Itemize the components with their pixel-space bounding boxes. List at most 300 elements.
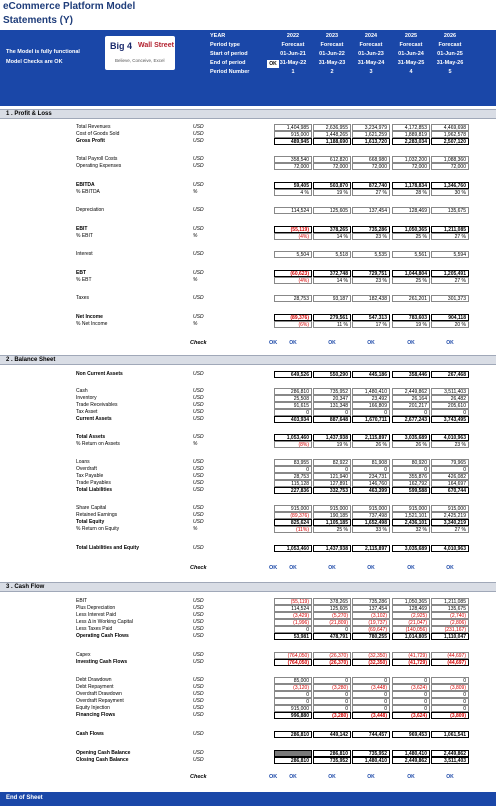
cf-value-cell[interactable] [274, 750, 312, 757]
cf-value-cell[interactable]: 0 [313, 698, 351, 705]
bs-value-cell[interactable]: 3,035,689 [392, 434, 430, 441]
header-start-3: 01-Jun-23 [358, 51, 384, 57]
bs-value-cell[interactable]: 23 % [431, 441, 469, 448]
pl-value-cell[interactable]: 125,605 [313, 207, 351, 214]
pl-value-cell[interactable]: 1,088,360 [431, 156, 469, 163]
bs-value-cell[interactable]: 0 [313, 466, 351, 473]
bs-value-cell[interactable]: 403,934 [274, 416, 312, 423]
bs-value-cell[interactable]: 33 % [352, 526, 390, 533]
cf-value-cell[interactable]: 0 [392, 698, 430, 705]
pl-value-cell[interactable]: 4 % [274, 189, 312, 196]
bs-value-cell[interactable]: 81,908 [352, 459, 390, 466]
cf-value-cell[interactable]: (2,806) [431, 619, 469, 626]
cf-value-cell[interactable]: 1,050,365 [392, 598, 430, 605]
label-year: YEAR [210, 33, 226, 39]
cf-value-cell[interactable]: 0 [352, 705, 390, 712]
bs-value-cell[interactable]: 201,217 [392, 402, 430, 409]
bs-value-cell[interactable]: 3,340,219 [431, 519, 469, 526]
cf-value-cell[interactable]: 915,000 [274, 705, 312, 712]
cf-row-label: Overdraft Repayment [76, 698, 124, 704]
pl-value-cell[interactable]: 1,962,578 [431, 131, 469, 138]
pl-value-cell[interactable]: 279,561 [313, 314, 351, 321]
pl-value-cell[interactable]: 261,201 [392, 295, 430, 302]
cf-value-cell[interactable]: 735,952 [313, 757, 351, 764]
bs-value-cell[interactable]: 26 % [352, 441, 390, 448]
pl-value-cell[interactable]: 128,469 [392, 207, 430, 214]
pl-row-unit: USD [193, 124, 204, 130]
cf-value-cell[interactable]: (2,925) [392, 612, 430, 619]
cf-value-cell[interactable]: 0 [274, 698, 312, 705]
label-start-of-period: Start of period [210, 51, 248, 57]
cf-value-cell[interactable]: 128,469 [392, 605, 430, 612]
pl-value-cell[interactable]: 23 % [352, 233, 390, 240]
bs-value-cell[interactable]: (11%) [274, 526, 312, 533]
pl-value-cell[interactable]: 5,594 [431, 251, 469, 258]
cf-value-cell[interactable]: 996,880 [274, 712, 312, 719]
pl-value-cell[interactable]: 135,675 [431, 207, 469, 214]
pl-value-cell[interactable]: 301,373 [431, 295, 469, 302]
bs-value-cell[interactable]: 0 [431, 409, 469, 416]
pl-value-cell[interactable]: 358,540 [274, 156, 312, 163]
pl-value-cell[interactable]: 19 % [392, 321, 430, 328]
bs-value-cell[interactable]: 25 % [313, 526, 351, 533]
cf-value-cell[interactable]: 780,255 [352, 633, 390, 640]
pl-value-cell[interactable]: 14 % [313, 277, 351, 284]
pl-value-cell[interactable]: 1,404,985 [274, 124, 312, 131]
cf-value-cell[interactable]: (26,370) [313, 659, 351, 666]
cf-value-cell[interactable]: 114,524 [274, 605, 312, 612]
pl-value-cell[interactable]: 23 % [352, 277, 390, 284]
pl-value-cell[interactable]: (55,119) [274, 226, 312, 233]
pl-value-cell[interactable]: 1,211,085 [431, 226, 469, 233]
cf-value-cell[interactable]: 0 [274, 691, 312, 698]
bs-value-cell[interactable]: 166,809 [352, 402, 390, 409]
cf-value-cell[interactable]: 2,449,862 [431, 750, 469, 757]
pl-value-cell[interactable]: 547,313 [352, 314, 390, 321]
pl-value-cell[interactable]: 503,870 [313, 182, 351, 189]
pl-value-cell[interactable]: 1,205,491 [431, 270, 469, 277]
pl-value-cell[interactable]: 372,748 [313, 270, 351, 277]
cf-row [0, 712, 496, 719]
bs-value-cell[interactable]: 463,399 [352, 487, 390, 494]
cf-value-cell[interactable]: (3,809) [431, 684, 469, 691]
cf-value-cell[interactable]: (41,729) [392, 659, 430, 666]
bs-row-unit: % [193, 526, 198, 532]
bs-value-cell[interactable]: 131,348 [313, 402, 351, 409]
cf-value-cell[interactable]: (3,280) [313, 712, 351, 719]
bs-value-cell[interactable]: 0 [352, 466, 390, 473]
bs-value-cell[interactable]: 27 % [431, 526, 469, 533]
pl-value-cell[interactable]: 5,518 [313, 251, 351, 258]
pl-value-cell[interactable]: 25 % [392, 277, 430, 284]
bs-value-cell[interactable]: 737,498 [352, 512, 390, 519]
cf-value-cell[interactable]: (19,737) [352, 619, 390, 626]
bs-value-cell[interactable]: 3,035,689 [392, 545, 430, 552]
bs-value-cell[interactable]: 25,508 [274, 395, 312, 402]
bs-value-cell[interactable]: 1,105,185 [313, 519, 351, 526]
cf-value-cell[interactable]: 1,211,085 [431, 598, 469, 605]
pl-value-cell[interactable]: 1,346,760 [431, 182, 469, 189]
pl-row-unit: USD [193, 207, 204, 213]
bs-value-cell[interactable]: 127,891 [313, 480, 351, 487]
pl-value-cell[interactable]: 668,980 [352, 156, 390, 163]
bs-row-unit: USD [193, 434, 204, 440]
bs-value-cell[interactable]: 80,920 [392, 459, 430, 466]
bs-value-cell[interactable]: 115,128 [274, 480, 312, 487]
cf-value-cell[interactable]: 478,791 [313, 633, 351, 640]
cf-value-cell[interactable]: 3,511,403 [431, 757, 469, 764]
bs-value-cell[interactable]: 82,922 [313, 459, 351, 466]
bs-value-cell[interactable]: 227,836 [274, 487, 312, 494]
bs-value-cell[interactable]: 79,965 [431, 459, 469, 466]
cf-row-label: Less Taxes Paid [76, 626, 113, 632]
bs-value-cell[interactable]: 735,952 [313, 388, 351, 395]
pl-row-label: Total Payroll Costs [76, 156, 118, 162]
bs-value-cell[interactable]: 2,425,219 [431, 512, 469, 519]
bs-value-cell[interactable]: 915,000 [431, 505, 469, 512]
bs-value-cell[interactable]: 91,615 [274, 402, 312, 409]
bs-value-cell[interactable]: 0 [313, 409, 351, 416]
bs-value-cell[interactable]: 426,082 [431, 473, 469, 480]
cf-value-cell[interactable]: 1,480,410 [392, 750, 430, 757]
cf-value-cell[interactable]: 0 [313, 626, 351, 633]
bs-value-cell[interactable]: 599,588 [392, 487, 430, 494]
bs-value-cell[interactable]: 162,792 [392, 480, 430, 487]
cf-value-cell[interactable]: 286,810 [274, 731, 312, 738]
bs-value-cell[interactable]: 915,000 [313, 505, 351, 512]
cf-value-cell[interactable]: 2,449,862 [392, 757, 430, 764]
bs-value-cell[interactable]: 445,186 [352, 371, 390, 378]
cf-value-cell[interactable]: (3,280) [313, 684, 351, 691]
cf-row-label: Financing Flows [76, 712, 116, 718]
header-end-1: 31-May-22 [279, 60, 307, 66]
bs-value-cell[interactable]: 205,610 [431, 402, 469, 409]
bs-value-cell[interactable]: 0 [392, 466, 430, 473]
bs-value-cell[interactable]: 164,697 [431, 480, 469, 487]
bs-value-cell[interactable]: 0 [274, 466, 312, 473]
pl-value-cell[interactable]: 915,000 [274, 131, 312, 138]
pl-value-cell[interactable]: 27 % [352, 189, 390, 196]
bs-row [0, 434, 496, 441]
bs-value-cell[interactable]: 26 % [392, 441, 430, 448]
bs-value-cell[interactable]: 1,437,938 [313, 434, 351, 441]
cf-row [0, 750, 496, 757]
pl-row-unit: USD [193, 314, 204, 320]
cf-value-cell[interactable]: 286,810 [274, 757, 312, 764]
cf-value-cell[interactable]: (44,697) [431, 659, 469, 666]
pl-value-cell[interactable]: 28 % [392, 189, 430, 196]
cf-value-cell[interactable]: (1,996) [274, 619, 312, 626]
pl-row-label: EBT [76, 270, 86, 276]
pl-value-cell[interactable]: 872,740 [352, 182, 390, 189]
header-start-1: 01-Jun-21 [280, 51, 306, 57]
pl-value-cell[interactable]: 30 % [431, 189, 469, 196]
cf-value-cell[interactable]: (21,809) [313, 619, 351, 626]
bs-value-cell[interactable]: (89,376) [274, 512, 312, 519]
bs-value-cell[interactable]: 4,010,963 [431, 545, 469, 552]
bs-value-cell[interactable]: 146,760 [352, 480, 390, 487]
header-years-3: 2024 [364, 33, 378, 39]
cf-value-cell[interactable]: 1,110,047 [431, 633, 469, 640]
pl-value-cell[interactable]: (6%) [274, 321, 312, 328]
bs-value-cell[interactable]: 550,290 [313, 371, 351, 378]
cf-value-cell[interactable]: 286,810 [313, 750, 351, 757]
bs-value-cell[interactable]: 2,115,897 [352, 434, 390, 441]
bs-value-cell[interactable]: 1,437,938 [313, 545, 351, 552]
cf-value-cell[interactable]: (3,102) [352, 612, 390, 619]
check-ok-cell: OK [289, 565, 297, 571]
header-num-3: 3 [369, 69, 373, 75]
cf-row-unit: USD [193, 750, 204, 756]
bs-value-cell[interactable]: 26,164 [392, 395, 430, 402]
bs-value-cell[interactable]: 0 [352, 409, 390, 416]
cf-value-cell[interactable]: 0 [431, 698, 469, 705]
page-subtitle: Statements (Y) [3, 15, 74, 26]
cf-value-cell[interactable]: 0 [431, 677, 469, 684]
cf-value-cell[interactable]: (140,056) [392, 626, 430, 633]
cf-value-cell[interactable]: (3,624) [392, 684, 430, 691]
bs-value-cell[interactable]: 1,053,460 [274, 434, 312, 441]
pl-value-cell[interactable]: 1,178,834 [392, 182, 430, 189]
bs-row [0, 519, 496, 526]
pl-value-cell[interactable]: 2,507,120 [431, 138, 469, 145]
bs-value-cell[interactable]: 234,731 [352, 473, 390, 480]
pl-value-cell[interactable]: 72,000 [352, 163, 390, 170]
cf-value-cell[interactable]: 735,286 [352, 598, 390, 605]
pl-value-cell[interactable]: 783,603 [392, 314, 430, 321]
cf-value-cell[interactable]: 0 [352, 691, 390, 698]
pl-value-cell[interactable]: 137,454 [352, 207, 390, 214]
pl-value-cell[interactable]: 93,187 [313, 295, 351, 302]
pl-value-cell[interactable]: 28,753 [274, 295, 312, 302]
cf-value-cell[interactable]: 449,142 [313, 731, 351, 738]
pl-value-cell[interactable]: 1,889,819 [392, 131, 430, 138]
pl-value-cell[interactable]: 17 % [352, 321, 390, 328]
cf-value-cell[interactable]: (32,350) [352, 652, 390, 659]
pl-value-cell[interactable]: 114,524 [274, 207, 312, 214]
pl-value-cell[interactable]: 4,172,853 [392, 124, 430, 131]
pl-value-cell[interactable]: 59,405 [274, 182, 312, 189]
pl-value-cell[interactable]: 72,000 [392, 163, 430, 170]
cf-value-cell[interactable]: (3,429) [274, 612, 312, 619]
cf-row-unit: USD [193, 598, 204, 604]
cf-value-cell[interactable]: 1,480,410 [352, 757, 390, 764]
bs-value-cell[interactable]: 0 [392, 409, 430, 416]
cf-value-cell[interactable]: 969,453 [392, 731, 430, 738]
bs-value-cell[interactable]: 1,480,410 [352, 388, 390, 395]
header-start-2: 01-Jun-22 [319, 51, 345, 57]
bs-row [0, 409, 496, 416]
pl-row-label: % EBIT [76, 233, 93, 239]
bs-value-cell[interactable]: 2,449,862 [392, 388, 430, 395]
cf-value-cell[interactable]: 0 [431, 705, 469, 712]
pl-value-cell[interactable]: 19 % [313, 189, 351, 196]
bs-row-label: Loans [76, 459, 90, 465]
cf-value-cell[interactable]: 0 [392, 677, 430, 684]
cf-value-cell[interactable]: 0 [274, 626, 312, 633]
bs-row-label: Total Equity [76, 519, 105, 525]
pl-value-cell[interactable]: 20 % [431, 321, 469, 328]
header-band [0, 30, 496, 106]
pl-value-cell[interactable]: 2,283,034 [392, 138, 430, 145]
pl-value-cell[interactable]: 729,751 [352, 270, 390, 277]
pl-value-cell[interactable]: 735,286 [352, 226, 390, 233]
bs-value-cell[interactable]: 332,753 [313, 487, 351, 494]
pl-row [0, 163, 496, 170]
bs-value-cell[interactable]: 0 [431, 466, 469, 473]
bs-value-cell[interactable]: 3,743,495 [431, 416, 469, 423]
bs-value-cell[interactable]: 825,624 [274, 519, 312, 526]
cf-value-cell[interactable]: 1,061,541 [431, 731, 469, 738]
bs-value-cell[interactable]: 267,468 [431, 371, 469, 378]
bs-value-cell[interactable]: 1,670,711 [352, 416, 390, 423]
cf-value-cell[interactable]: 0 [313, 705, 351, 712]
pl-value-cell[interactable]: 489,945 [274, 138, 312, 145]
bs-value-cell[interactable]: 190,185 [313, 512, 351, 519]
pl-row [0, 270, 496, 277]
cf-value-cell[interactable]: (3,448) [352, 712, 390, 719]
pl-value-cell[interactable]: 1,448,265 [313, 131, 351, 138]
cf-value-cell[interactable]: 378,265 [313, 598, 351, 605]
bs-value-cell[interactable]: 1,652,498 [352, 519, 390, 526]
cf-value-cell[interactable]: 0 [352, 698, 390, 705]
bs-value-cell[interactable]: 26,482 [431, 395, 469, 402]
pl-value-cell[interactable]: 1,044,804 [392, 270, 430, 277]
pl-value-cell[interactable]: 378,265 [313, 226, 351, 233]
bs-value-cell[interactable]: 2,436,101 [392, 519, 430, 526]
cf-value-cell[interactable]: 0 [313, 691, 351, 698]
bs-row-unit: USD [193, 480, 204, 486]
cf-value-cell[interactable]: 744,457 [352, 731, 390, 738]
cf-value-cell[interactable]: 135,675 [431, 605, 469, 612]
bs-value-cell[interactable]: 23,492 [352, 395, 390, 402]
pl-value-cell[interactable]: 25 % [392, 233, 430, 240]
pl-value-cell[interactable]: 612,820 [313, 156, 351, 163]
pl-value-cell[interactable]: (4%) [274, 277, 312, 284]
cf-value-cell[interactable]: 53,981 [274, 633, 312, 640]
bs-value-cell[interactable]: (8%) [274, 441, 312, 448]
pl-value-cell[interactable]: 14 % [313, 233, 351, 240]
bs-value-cell[interactable]: 1,053,460 [274, 545, 312, 552]
pl-value-cell[interactable]: 182,438 [352, 295, 390, 302]
pl-value-cell[interactable]: 72,000 [313, 163, 351, 170]
bs-value-cell[interactable]: 3,511,403 [431, 388, 469, 395]
cf-value-cell[interactable]: 735,952 [352, 750, 390, 757]
bs-value-cell[interactable]: 4,010,963 [431, 434, 469, 441]
pl-value-cell[interactable]: 904,118 [431, 314, 469, 321]
cf-value-cell[interactable]: (764,050) [274, 659, 312, 666]
cf-value-cell[interactable]: 85,000 [274, 677, 312, 684]
pl-value-cell[interactable]: 27 % [431, 233, 469, 240]
cf-value-cell[interactable]: 0 [392, 705, 430, 712]
cf-value-cell[interactable]: 0 [431, 691, 469, 698]
cf-value-cell[interactable]: (55,119) [274, 598, 312, 605]
pl-value-cell[interactable]: 1,050,365 [392, 226, 430, 233]
bs-row-unit: USD [193, 402, 204, 408]
cf-row [0, 626, 496, 633]
cf-value-cell[interactable]: (764,050) [274, 652, 312, 659]
bs-value-cell[interactable]: 2,677,243 [392, 416, 430, 423]
cf-value-cell[interactable]: (5,270) [313, 612, 351, 619]
cf-value-cell[interactable]: 0 [352, 677, 390, 684]
bs-value-cell[interactable]: 915,000 [392, 505, 430, 512]
pl-row-unit: % [193, 321, 198, 327]
pl-value-cell[interactable]: 1,188,690 [313, 138, 351, 145]
cf-value-cell[interactable]: 1,014,805 [392, 633, 430, 640]
bs-value-cell[interactable]: 915,000 [352, 505, 390, 512]
pl-value-cell[interactable]: 3,234,979 [352, 124, 390, 131]
cf-value-cell[interactable]: (3,120) [274, 684, 312, 691]
bs-value-cell[interactable]: 358,446 [392, 371, 430, 378]
bs-value-cell[interactable]: 2,115,897 [352, 545, 390, 552]
bs-value-cell[interactable]: 1,521,101 [392, 512, 430, 519]
cf-row-unit: USD [193, 698, 204, 704]
cf-value-cell[interactable]: (3,809) [431, 712, 469, 719]
pl-value-cell[interactable]: 27 % [431, 277, 469, 284]
cf-row-label: EBIT [76, 598, 88, 604]
cf-value-cell[interactable]: (26,370) [313, 652, 351, 659]
bs-value-cell[interactable]: 83,955 [274, 459, 312, 466]
cf-value-cell[interactable]: (21,047) [392, 619, 430, 626]
pl-value-cell[interactable]: 72,000 [431, 163, 469, 170]
cf-value-cell[interactable]: (231,167) [431, 626, 469, 633]
pl-value-cell[interactable]: 11 % [313, 321, 351, 328]
bs-value-cell[interactable]: 19 % [313, 441, 351, 448]
cf-value-cell[interactable]: 0 [392, 691, 430, 698]
bs-value-cell[interactable]: 121,940 [313, 473, 351, 480]
pl-value-cell[interactable]: (60,623) [274, 270, 312, 277]
cf-value-cell[interactable]: (2,740) [431, 612, 469, 619]
pl-value-cell[interactable]: (89,376) [274, 314, 312, 321]
bs-row-unit: USD [193, 409, 204, 415]
pl-value-cell[interactable]: 2,636,955 [313, 124, 351, 131]
cf-value-cell[interactable]: (44,697) [431, 652, 469, 659]
pl-value-cell[interactable]: 4,469,698 [431, 124, 469, 131]
pl-value-cell[interactable]: 1,032,200 [392, 156, 430, 163]
cf-value-cell[interactable]: (69,647) [352, 626, 390, 633]
cf-value-cell[interactable]: (3,448) [352, 684, 390, 691]
bs-value-cell[interactable]: 28,753 [274, 473, 312, 480]
end-of-sheet-label: End of Sheet [6, 795, 43, 801]
cf-value-cell[interactable]: (41,729) [392, 652, 430, 659]
pl-value-cell[interactable]: 1,613,720 [352, 138, 390, 145]
pl-value-cell[interactable]: 1,621,259 [352, 131, 390, 138]
cf-value-cell[interactable]: 137,454 [352, 605, 390, 612]
bs-value-cell[interactable]: 915,000 [274, 505, 312, 512]
pl-value-cell[interactable]: 5,561 [392, 251, 430, 258]
bs-value-cell[interactable]: 355,876 [392, 473, 430, 480]
bs-row-unit: USD [193, 371, 204, 377]
cf-value-cell[interactable]: 125,605 [313, 605, 351, 612]
bs-value-cell[interactable]: 649,526 [274, 371, 312, 378]
bs-value-cell[interactable]: 670,744 [431, 487, 469, 494]
cf-row [0, 633, 496, 640]
bs-value-cell[interactable]: 286,810 [274, 388, 312, 395]
bs-value-cell[interactable]: 887,648 [313, 416, 351, 423]
cf-value-cell[interactable]: 0 [313, 677, 351, 684]
cf-value-cell[interactable]: (3,624) [392, 712, 430, 719]
bs-value-cell[interactable]: 0 [274, 409, 312, 416]
bs-row-unit: USD [193, 416, 204, 422]
pl-row-unit: USD [193, 163, 204, 169]
pl-value-cell[interactable]: 5,504 [274, 251, 312, 258]
bs-value-cell[interactable]: 32 % [392, 526, 430, 533]
pl-value-cell[interactable]: (4%) [274, 233, 312, 240]
bs-value-cell[interactable]: 20,347 [313, 395, 351, 402]
cf-value-cell[interactable]: (32,350) [352, 659, 390, 666]
pl-value-cell[interactable]: 5,535 [352, 251, 390, 258]
pl-value-cell[interactable]: 72,000 [274, 163, 312, 170]
